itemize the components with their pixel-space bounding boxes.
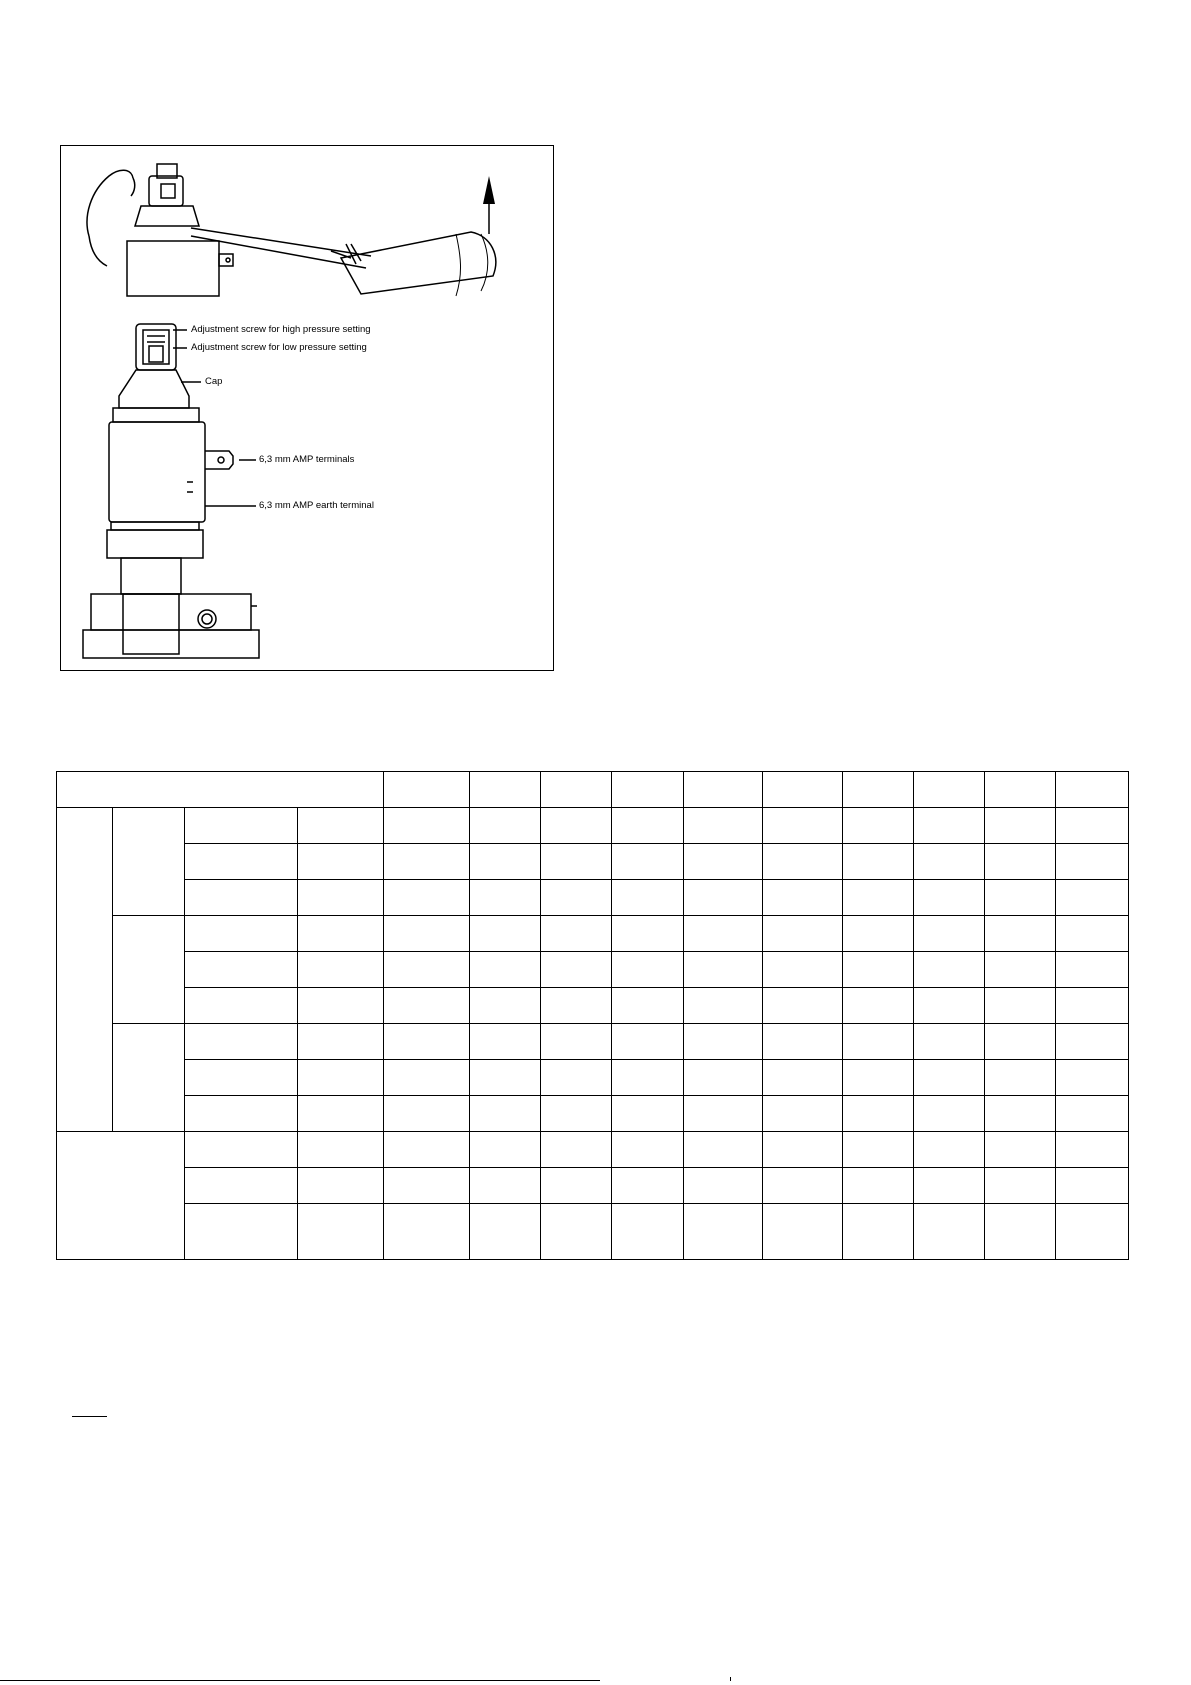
table-row bbox=[57, 1132, 1129, 1168]
table-row bbox=[57, 916, 1129, 952]
table-header-row bbox=[57, 772, 1129, 808]
table-row bbox=[57, 808, 1129, 844]
pressure-switch-illustration bbox=[61, 146, 552, 669]
table-header-cell bbox=[843, 772, 914, 808]
table-group-cell bbox=[57, 808, 113, 1132]
table-row bbox=[57, 988, 1129, 1024]
callout-high-pressure-screw: Adjustment screw for high pressure setting bbox=[191, 324, 371, 335]
table-row bbox=[57, 952, 1129, 988]
table-subgroup-cell bbox=[113, 916, 185, 1024]
note-underline bbox=[72, 1416, 107, 1417]
table-header-cell bbox=[384, 772, 470, 808]
table-header-cell bbox=[612, 772, 684, 808]
table-header-cell bbox=[57, 772, 384, 808]
table-row bbox=[57, 1168, 1129, 1204]
table-row bbox=[57, 1060, 1129, 1096]
table-header-cell bbox=[914, 772, 985, 808]
table-row bbox=[57, 1024, 1129, 1060]
table-subgroup-cell bbox=[113, 1024, 185, 1132]
table-header-cell bbox=[541, 772, 612, 808]
table-header-cell bbox=[684, 772, 763, 808]
specification-table bbox=[56, 771, 1129, 1260]
footer-rule bbox=[0, 1680, 600, 1681]
pressure-switch-figure bbox=[60, 145, 554, 671]
table-row bbox=[57, 1204, 1129, 1260]
table-header-cell bbox=[470, 772, 541, 808]
callout-low-pressure-screw: Adjustment screw for low pressure setting bbox=[191, 342, 367, 353]
table-row bbox=[57, 844, 1129, 880]
callout-amp-terminals: 6,3 mm AMP terminals bbox=[259, 454, 355, 465]
callout-cap: Cap bbox=[205, 376, 223, 387]
table-header-cell bbox=[763, 772, 843, 808]
footer-tick bbox=[730, 1677, 731, 1681]
table-group-cell bbox=[57, 1132, 185, 1260]
table-header-cell bbox=[1056, 772, 1129, 808]
table-header-cell bbox=[985, 772, 1056, 808]
table-subgroup-cell bbox=[113, 808, 185, 916]
table-row bbox=[57, 1096, 1129, 1132]
table-row bbox=[57, 880, 1129, 916]
callout-earth-terminal: 6,3 mm AMP earth terminal bbox=[259, 500, 374, 511]
